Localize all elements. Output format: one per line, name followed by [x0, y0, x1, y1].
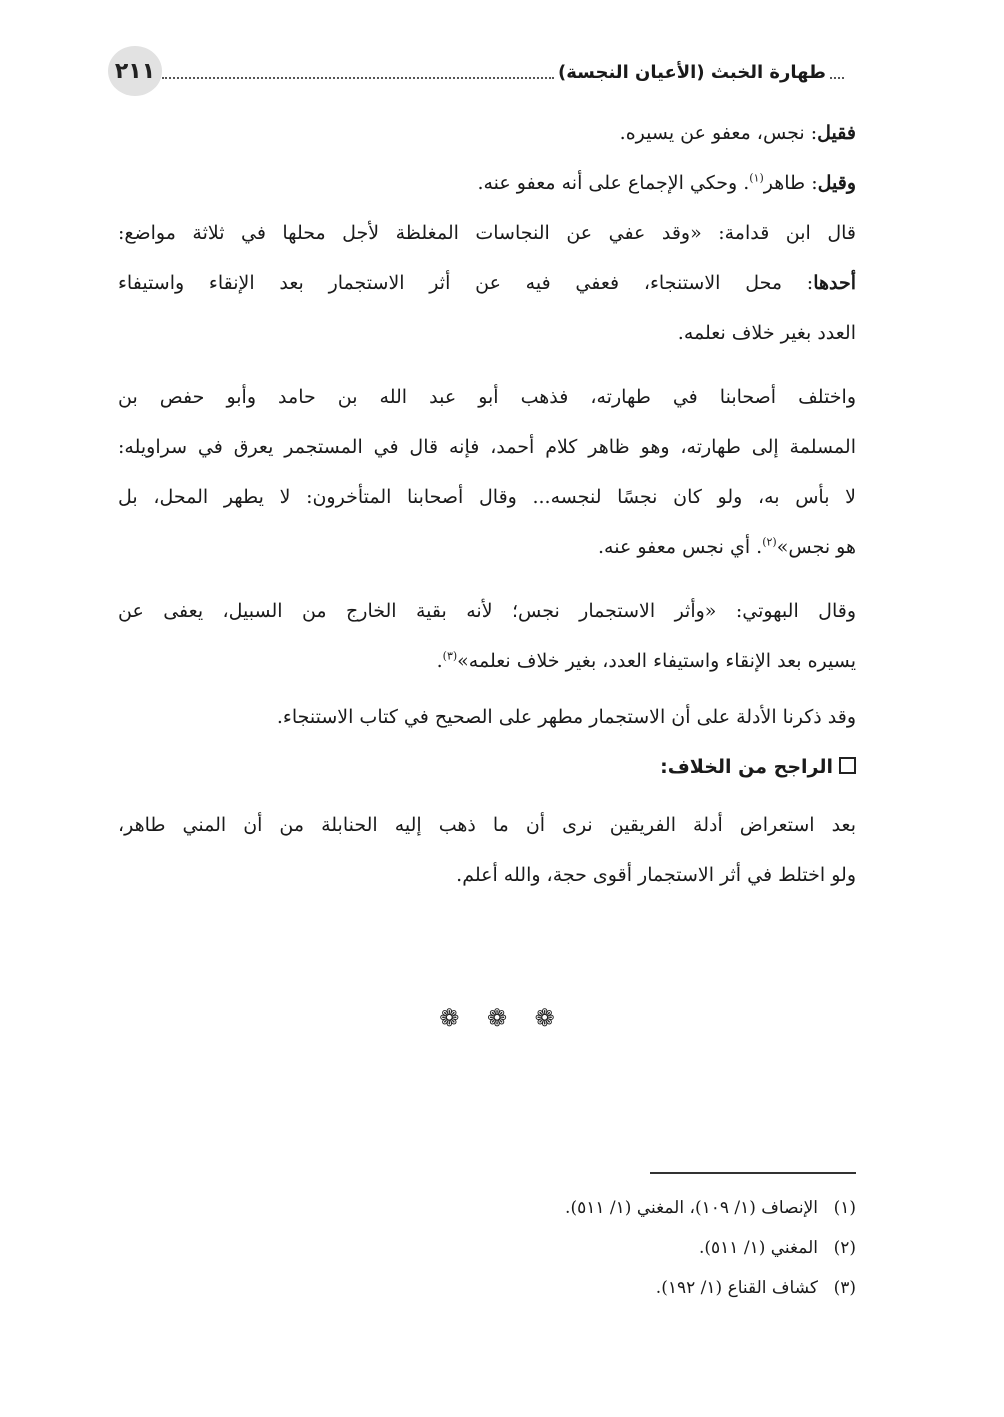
- page-number: ٢١١: [108, 46, 162, 96]
- paragraph-1: [118, 108, 856, 158]
- footnote-2: [565, 1228, 856, 1268]
- footnote-2-number: (٢): [833, 1238, 856, 1258]
- paragraph-5-text-after: . أي نجس معفو عنه.: [598, 536, 763, 558]
- paragraph-3: قال ابن قدامة: «وقد عفي عن النجاسات المغلظة لأجل محلها في ثلاثة مواضع:: [118, 222, 856, 244]
- checkbox-square-icon: [839, 757, 856, 774]
- paragraph-5-line-1: واختلف أصحابنا في طهارته، فذهب أبو عبد الله بن حامد وأبو حفص بن: [118, 386, 856, 408]
- footnote-1: [565, 1188, 856, 1228]
- paragraph-2: [118, 158, 856, 208]
- paragraph-4-text: : محل الاستنجاء، فعفي فيه عن أثر الاستجمار بعد الإنقاء واستيفاء: [118, 272, 814, 294]
- paragraph-5-line-4: [118, 522, 856, 572]
- paragraph-4-line-1: [118, 258, 856, 308]
- paragraph-6-text-after: .: [436, 650, 443, 672]
- paragraph-2-lead: وقيل: [817, 172, 856, 194]
- paragraph-6-line-1: وقال البهوتي: «وأثر الاستجمار نجس؛ لأنه بقية الخارج من السبيل، يعفى عن: [118, 600, 856, 622]
- paragraph-1-text: : نجس، معفو عن يسيره.: [619, 122, 818, 144]
- header-dots-right: [830, 77, 844, 79]
- footnote-3: [565, 1268, 856, 1308]
- footnote-ref-2[interactable]: (٢): [762, 535, 777, 549]
- paragraph-2-text-before: : طاهر: [763, 172, 818, 194]
- paragraph-8-line-1: بعد استعراض أدلة الفريقين نرى أن ما ذهب إليه الحنابلة من أن المني طاهر،: [118, 814, 856, 836]
- footnote-ref-1[interactable]: (١): [749, 171, 764, 185]
- paragraph-7: وقد ذكرنا الأدلة على أن الاستجمار مطهر على الصحيح في كتاب الاستنجاء.: [276, 706, 856, 728]
- footnote-3-text: كشاف القناع (١/ ١٩٢).: [655, 1278, 818, 1298]
- section-end-ornament: ❁ ❁ ❁: [439, 1004, 565, 1032]
- footnote-3-number: (٣): [833, 1278, 856, 1298]
- footnote-2-text: المغني (١/ ٥١١).: [698, 1238, 818, 1258]
- paragraph-4-line-2: العدد بغير خلاف نعلمه.: [677, 322, 856, 344]
- paragraph-5-line-3: لا بأس به، ولو كان نجسًا لنجسه... وقال أصحابنا المتأخرون: لا يطهر المحل، بل: [118, 486, 856, 508]
- paragraph-1-lead: فقيل: [817, 122, 856, 144]
- paragraph-4-lead: أحدها: [813, 272, 856, 294]
- paragraph-8-line-2: ولو اختلط في أثر الاستجمار أقوى حجة، والله أعلم.: [456, 864, 856, 886]
- footnote-ref-3[interactable]: (٣): [442, 649, 458, 663]
- paragraph-6-line-2: [118, 636, 856, 686]
- footnote-1-text: الإنصاف (١/ ١٠٩)، المغني (١/ ٥١١).: [565, 1198, 818, 1218]
- paragraph-6-text-before: يسيره بعد الإنقاء واستيفاء العدد، بغير خلاف نعلمه»: [457, 650, 856, 672]
- paragraph-2-text-after: . وحكي الإجماع على أنه معفو عنه.: [477, 172, 750, 194]
- footnotes: [565, 1188, 856, 1308]
- running-header: [162, 52, 844, 92]
- running-title: طهارة الخبث (الأعيان النجسة): [558, 61, 826, 83]
- main-text: [118, 108, 856, 900]
- footnote-1-number: (١): [833, 1198, 856, 1218]
- paragraph-5-text-before: هو نجس»: [776, 536, 856, 558]
- footnote-separator: [650, 1172, 856, 1174]
- header-dots-left: [162, 77, 554, 79]
- section-heading-text: الراجح من الخلاف:: [660, 756, 833, 778]
- section-heading: [118, 742, 856, 792]
- paragraph-5-line-2: المسلمة إلى طهارته، وهو ظاهر كلام أحمد، فإنه قال في المستجمر يعرق في سراويله:: [118, 436, 856, 458]
